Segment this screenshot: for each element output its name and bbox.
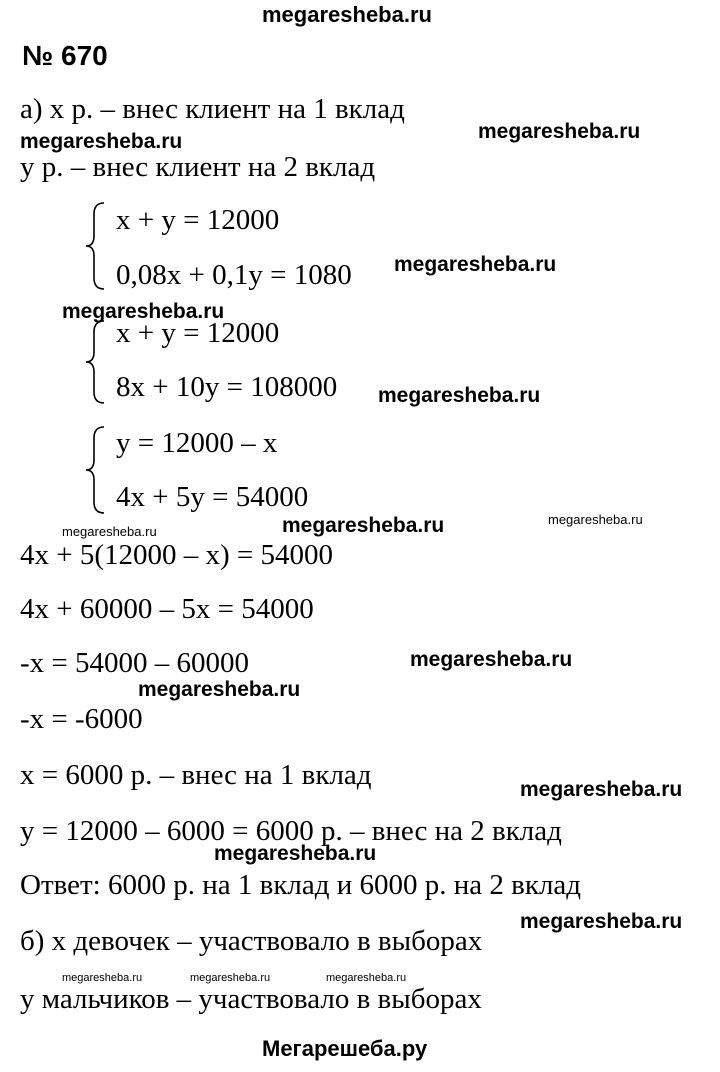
answer: Ответ: 6000 р. на 1 вклад и 6000 р. на 2 вклад	[20, 869, 582, 901]
watermark: megaresheba.ru	[548, 512, 643, 527]
system1-eq2: 0,08x + 0,1y = 1080	[116, 259, 352, 291]
brace-icon	[84, 200, 108, 292]
watermark: megaresheba.ru	[394, 253, 557, 276]
watermark: megaresheba.ru	[378, 384, 541, 407]
problem-number: № 670	[22, 40, 108, 71]
part-a-line2: y р. – внес клиент на 2 вклад	[20, 151, 376, 183]
system2-eq2: 8x + 10y = 108000	[116, 371, 338, 403]
footer-site: Мегарешеба.ру	[262, 1036, 428, 1061]
step-3: -x = 54000 – 60000	[20, 647, 250, 679]
step-1: 4x + 5(12000 – x) = 54000	[20, 539, 334, 571]
step-2: 4x + 60000 – 5x = 54000	[20, 593, 314, 625]
watermark: megaresheba.ru	[282, 514, 445, 537]
brace-icon	[84, 318, 108, 406]
system3-eq2: 4x + 5y = 54000	[116, 481, 309, 513]
watermark: megaresheba.ru	[326, 972, 407, 984]
watermark: megaresheba.ru	[20, 130, 183, 153]
brace-icon	[84, 424, 108, 516]
watermark: megaresheba.ru	[190, 972, 271, 984]
step-5: x = 6000 р. – внес на 1 вклад	[20, 759, 372, 791]
watermark: megaresheba.ru	[214, 842, 377, 865]
part-a-line1: а) x р. – внес клиент на 1 вклад	[20, 93, 405, 125]
watermark: megaresheba.ru	[520, 910, 683, 933]
system1-eq1: x + y = 12000	[116, 204, 280, 236]
part-b-line1: б) x девочек – участвовало в выборах	[20, 925, 483, 957]
header-site: megaresheba.ru	[262, 2, 432, 27]
watermark: megaresheba.ru	[62, 524, 157, 539]
step-4: -x = -6000	[20, 703, 143, 735]
system3-eq1: y = 12000 – x	[116, 427, 278, 459]
watermark: megaresheba.ru	[520, 778, 683, 801]
part-b-line2: y мальчиков – участвовало в выборах	[20, 983, 482, 1015]
watermark: megaresheba.ru	[138, 678, 301, 701]
watermark: megaresheba.ru	[62, 972, 143, 984]
watermark: megaresheba.ru	[478, 120, 641, 143]
watermark: megaresheba.ru	[410, 648, 573, 671]
step-6: y = 12000 – 6000 = 6000 р. – внес на 2 вклад	[20, 815, 562, 847]
watermark: megaresheba.ru	[62, 300, 225, 323]
system2-eq1: x + y = 12000	[116, 317, 280, 349]
